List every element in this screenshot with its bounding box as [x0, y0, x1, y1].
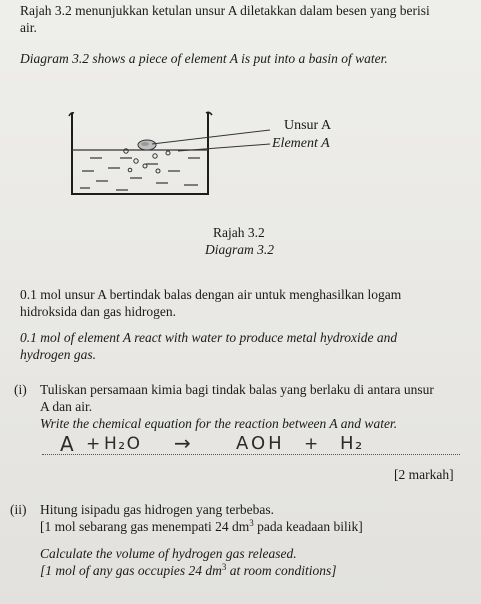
question-i-marks: [2 markah]: [394, 467, 454, 482]
answer-plus-2: +: [304, 434, 320, 454]
diagram-caption-malay: Rajah 3.2: [213, 225, 265, 240]
diagram-label-malay: Unsur A: [284, 118, 332, 133]
water-dashes: [80, 158, 200, 190]
question-ii-malay-note: [1 mol sebarang gas menempati 24 $dm^3$ pada keadaan bilik]: [40, 518, 363, 534]
bubbles: [124, 149, 170, 173]
answer-reactant-water: H₂O: [104, 434, 142, 454]
intro-malay-line1: Rajah 3.2 menunjukkan ketulan unsur A diletakkan dalam besen yang berisi: [20, 3, 430, 18]
question-ii-malay: Hitung isipadu gas hidrogen yang terbebas.: [40, 502, 274, 517]
answer-line: [42, 454, 460, 455]
statement-malay-line2: hidroksida dan gas hidrogen.: [20, 304, 176, 319]
statement-malay-line1: 0.1 mol unsur A bertindak balas dengan air untuk menghasilkan logam: [20, 287, 402, 302]
question-ii-english-note: [1 mol of any gas occupies 24 $dm^3$ at room conditions]: [40, 562, 337, 578]
intro-english: Diagram 3.2 shows a piece of element A is put into a basin of water.: [20, 51, 388, 66]
answer-product-hydroxide: AOH: [236, 433, 285, 454]
answer-product-hydrogen: H₂: [340, 433, 364, 454]
answer-reactant-a: A: [60, 432, 76, 456]
intro-malay-line2: air.: [20, 20, 37, 35]
basin-outline: [72, 113, 208, 194]
statement-english-line1: 0.1 mol of element A react with water to produce metal hydroxide and: [20, 330, 398, 345]
pointer-unsur-a: [152, 130, 270, 144]
diagram-caption-english: Diagram 3.2: [205, 242, 275, 257]
question-ii-number: (ii): [10, 502, 27, 517]
statement-english-line2: hydrogen gas.: [20, 347, 96, 362]
question-i-malay-line1: Tuliskan persamaan kimia bagi tindak balas yang berlaku di antara unsur: [40, 382, 434, 397]
answer-arrow: →: [174, 431, 193, 455]
question-ii-english: Calculate the volume of hydrogen gas released.: [40, 546, 297, 561]
question-i-malay-line2: A dan air.: [40, 399, 93, 414]
pointer-element-a: [178, 144, 270, 151]
question-i-number: (i): [14, 382, 27, 397]
answer-plus-1: +: [86, 434, 102, 454]
question-i-english: Write the chemical equation for the reaction between A and water.: [40, 416, 398, 431]
diagram-label-english: Element A: [272, 136, 330, 151]
